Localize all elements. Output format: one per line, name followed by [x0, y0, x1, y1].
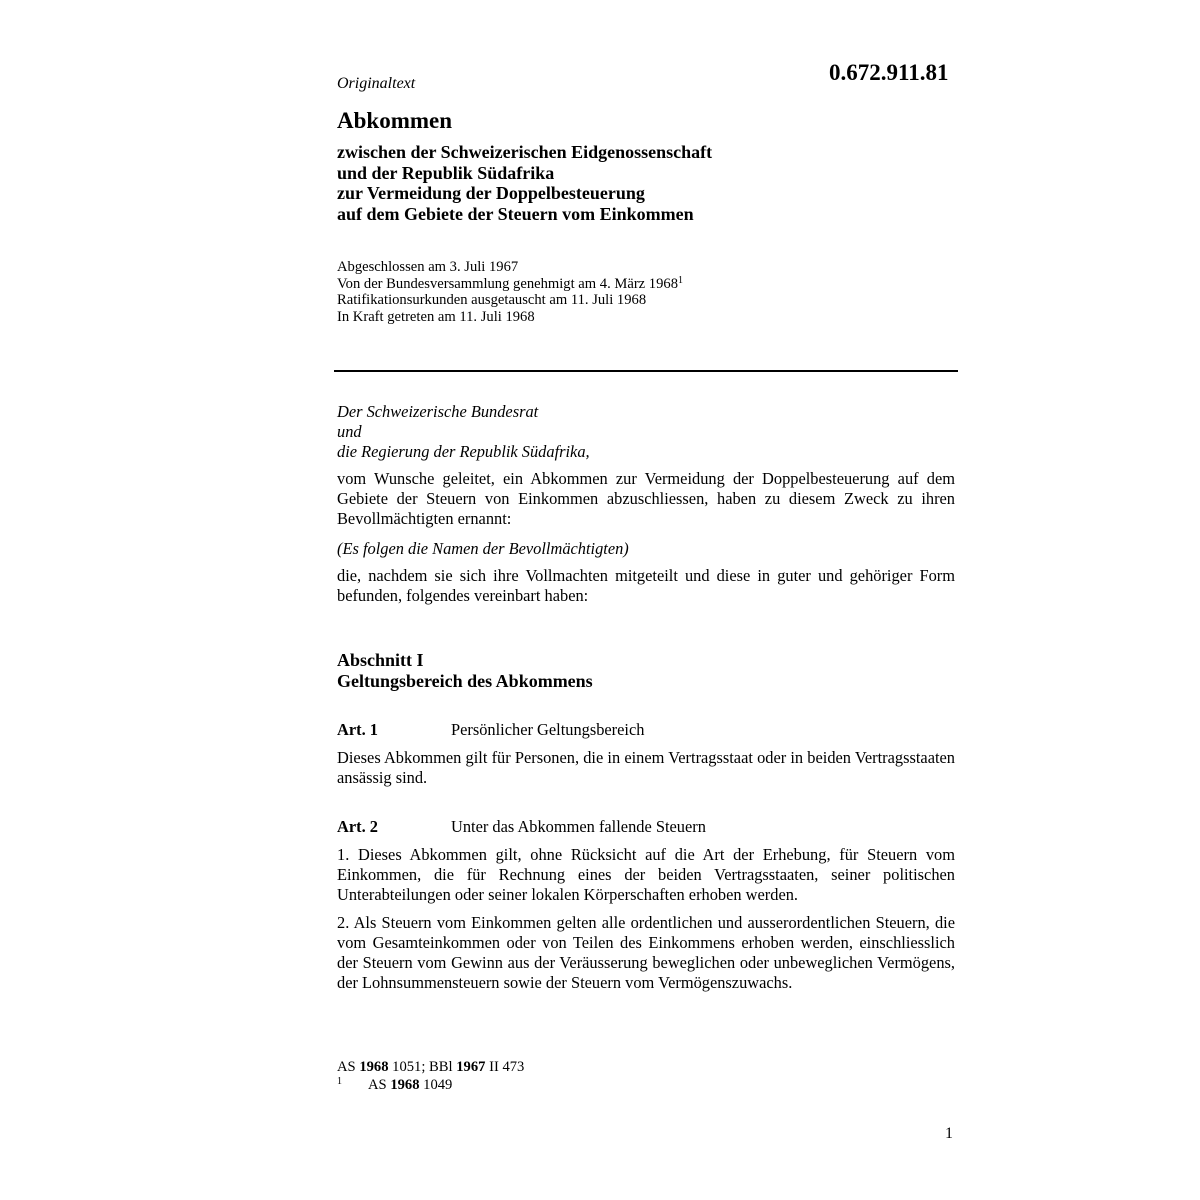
source-page: 1051; BBl	[392, 1059, 453, 1075]
footnote-year: 1968	[390, 1076, 420, 1093]
article-heading	[337, 720, 644, 740]
section-title: Geltungsbereich des Abkommens	[337, 671, 593, 691]
preamble-parties	[337, 402, 955, 462]
article-paragraph: 2. Als Steuern vom Einkommen gelten alle ordentlichen und ausserordentlichen Steuern, die vom Gesamteinkommen oder von Teilen des Einkommens erhoben werden, einschliesslich der Steuern vom Gewinn aus der Veräusserung beweglichen oder unbeweglichen Vermögens, der Lohnsummensteuern sowie der Steuern vom Vermögenszuwachs.	[337, 913, 955, 992]
bbl-year: 1967	[456, 1059, 486, 1075]
page-number: 1	[945, 1125, 953, 1142]
preamble-paragraph-text: vom Wunsche geleitet, ein Abkommen zur Vermeidung der Doppelbesteuerung auf dem Gebiete der Steuern von Einkommen abzuschliessen, haben zu diesem Zweck zu ihren Bevollmächtigten ernannt:	[337, 469, 955, 528]
horizontal-rule	[334, 370, 958, 372]
section-heading	[337, 650, 955, 692]
footnote-1	[337, 1077, 955, 1095]
dates-block	[337, 259, 683, 325]
date-approved-text: Von der Bundesversammlung genehmigt am 4. März 1968	[337, 275, 678, 292]
preamble-paragraph-2	[337, 566, 955, 606]
date-concluded: Abgeschlossen am 3. Juli 1967	[337, 259, 519, 275]
source-reference	[337, 1059, 955, 1077]
footnotes	[337, 1059, 955, 1094]
article-heading	[337, 817, 706, 837]
document-subtitle	[337, 142, 712, 224]
article-body	[337, 748, 955, 788]
subtitle-line: und der Republik Südafrika	[337, 162, 555, 183]
bbl-ref: II 473	[489, 1059, 525, 1075]
preamble-paragraph-text: die, nachdem sie sich ihre Vollmachten mitgeteilt und diese in guter und gehöriger Form befunden, folgendes vereinbart haben:	[337, 566, 955, 605]
section-number: Abschnitt I	[337, 650, 424, 670]
source-year: 1968	[359, 1059, 389, 1075]
article-body	[337, 913, 955, 993]
sr-number: 0.672.911.81	[829, 60, 949, 85]
footnote-ref[interactable]: 1	[678, 274, 683, 286]
party-line: die Regierung der Republik Südafrika,	[337, 442, 590, 461]
plenipotentiaries-note: (Es folgen die Namen der Bevollmächtigten)	[337, 539, 629, 558]
footnote-prefix: AS	[368, 1076, 387, 1093]
preamble-paragraph-1	[337, 469, 955, 529]
document-title: Abkommen	[337, 108, 453, 133]
article-paragraph: Dieses Abkommen gilt für Personen, die in einem Vertragsstaat oder in beiden Vertragsstaaten ansässig sind.	[337, 748, 955, 787]
article-title: Unter das Abkommen fallende Steuern	[451, 817, 706, 836]
subtitle-line: zur Vermeidung der Doppelbesteuerung	[337, 183, 645, 203]
source-prefix: AS	[337, 1059, 356, 1075]
article-number: Art. 2	[337, 817, 378, 836]
footnote-marker: 1	[337, 1075, 342, 1087]
party-line: Der Schweizerische Bundesrat	[337, 402, 539, 421]
subtitle-line: zwischen der Schweizerischen Eidgenossenschaft	[337, 142, 713, 162]
article-paragraph: 1. Dieses Abkommen gilt, ohne Rücksicht auf die Art der Erhebung, für Steuern vom Einkommen, die für Rechnung eines der beiden Vertragsstaaten, seiner politischen Unterabteilungen oder seiner lokalen Körperschaften erhoben werden.	[337, 845, 955, 904]
original-text-label: Originaltext	[337, 75, 416, 92]
footnote-page: 1049	[423, 1076, 453, 1093]
date-ratified: Ratifikationsurkunden ausgetauscht am 11. Juli 1968	[337, 292, 647, 308]
date-in-force: In Kraft getreten am 11. Juli 1968	[337, 308, 535, 325]
date-approved	[337, 276, 683, 293]
party-line: und	[337, 422, 362, 441]
article-number: Art. 1	[337, 720, 378, 739]
subtitle-line: auf dem Gebiete der Steuern vom Einkommen	[337, 203, 694, 224]
article-title: Persönlicher Geltungsbereich	[451, 720, 645, 739]
article-body	[337, 845, 955, 905]
